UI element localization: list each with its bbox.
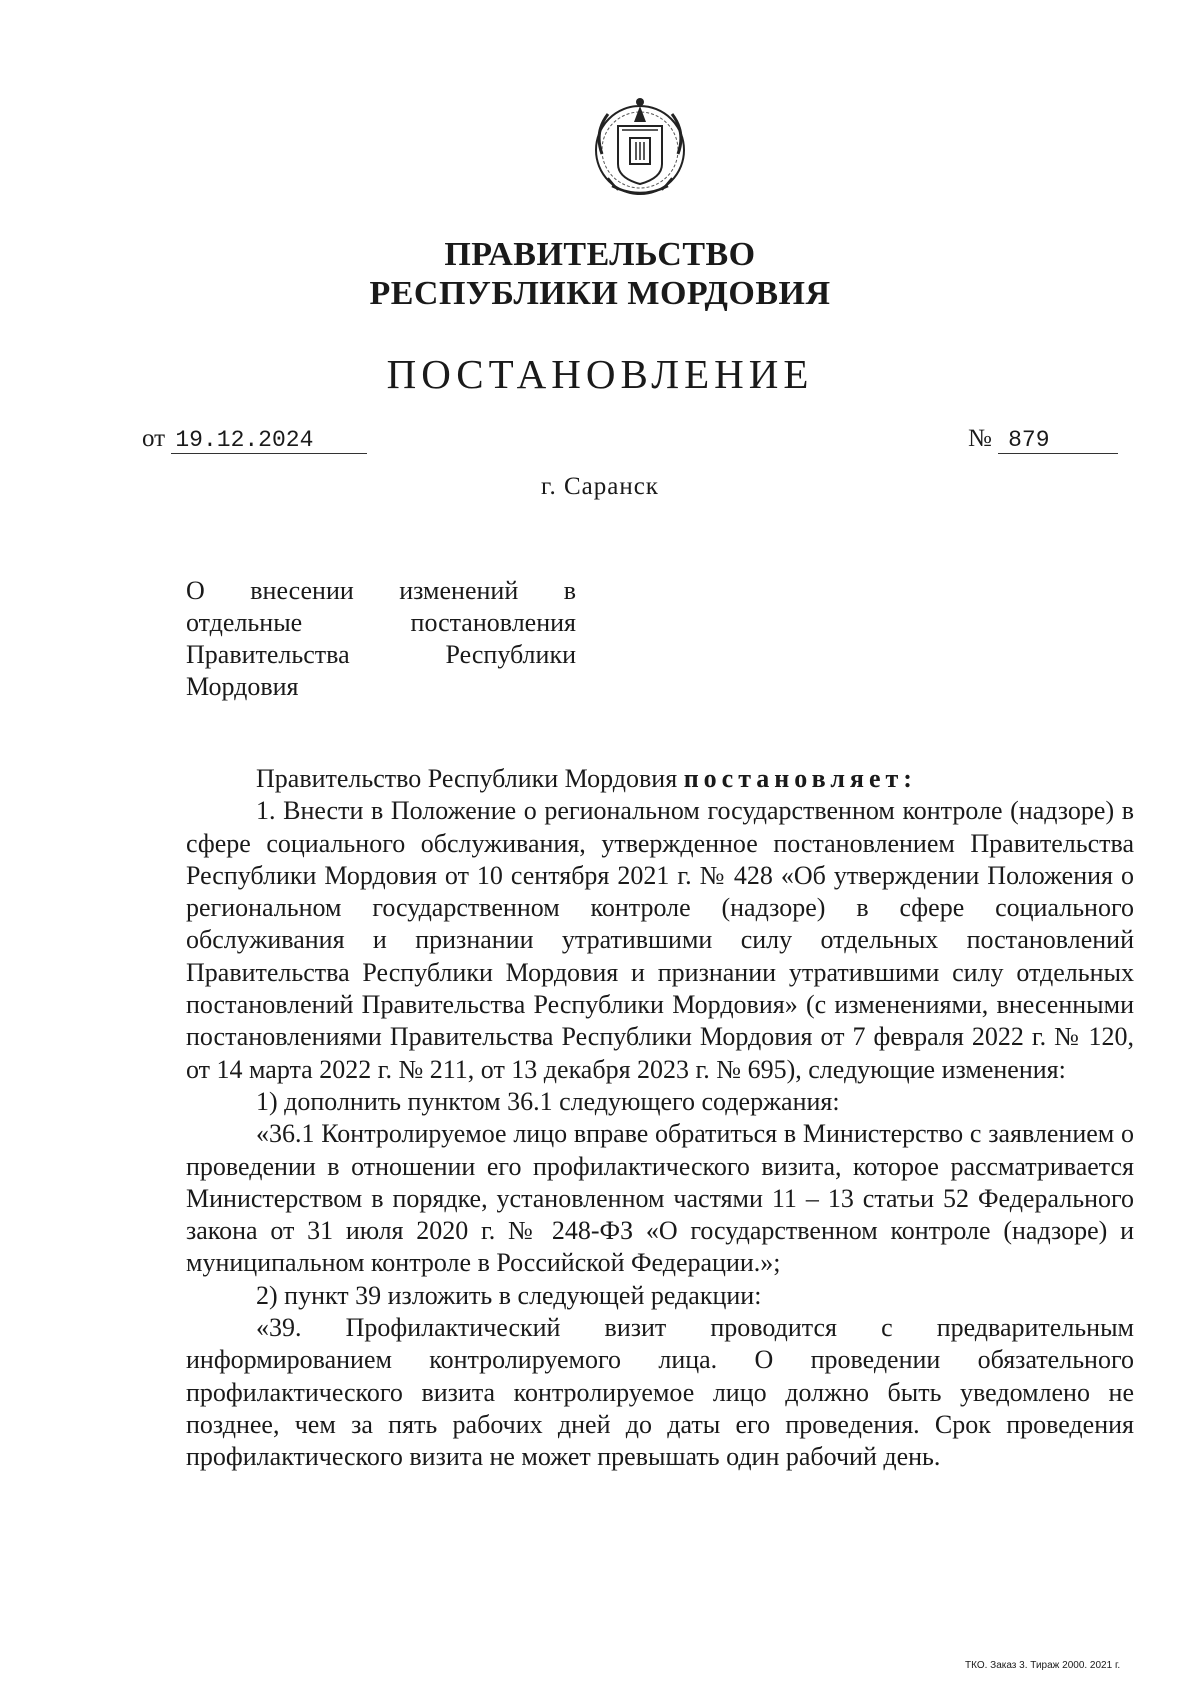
- document-body: [186, 763, 1134, 1474]
- document-subject: [186, 575, 576, 703]
- body-paragraph: «36.1 Контролируемое лицо вправе обратиться в Министерство с заявлением о проведении в отношении его профилактического визита, которое рассматривается Министерством в порядке, установленном частями 11 – 13 статьи 52 Федерального закона от 31 июля 2020 г. № 248-ФЗ «О государственном контроле (надзоре) и муниципальном контроле в Российской Федерации.»;: [186, 1119, 1134, 1278]
- intro-text: Правительство Республики Мордовия: [256, 764, 684, 793]
- coat-of-arms-emblem: [588, 92, 692, 204]
- body-paragraph: 2) пункт 39 изложить в следующей редакции:: [256, 1280, 762, 1310]
- resolution-intro: [186, 763, 1134, 795]
- body-paragraph: «39. Профилактический визит проводится с предварительным информированием контролируемого лица. О проведении обязательного профилактического визита контролируемое лицо должно быть уведомлено не позднее, чем за пять рабочих дней до даты его проведения. Срок проведения профилактического визита не может превышать один рабочий день.: [186, 1313, 1134, 1472]
- date-value: 19.12.2024: [171, 427, 367, 454]
- document-number: [968, 425, 1118, 454]
- subject-line: Правительства Республики: [186, 640, 576, 669]
- subject-line: отдельные постановления: [186, 608, 576, 637]
- subject-line: О внесении изменений в: [186, 576, 576, 605]
- print-info-footer: ТКО. Заказ 3. Тираж 2000. 2021 г.: [965, 1660, 1121, 1671]
- document-date: [142, 425, 367, 454]
- intro-resolves: постановляет:: [683, 764, 917, 793]
- document-type-title: ПОСТАНОВЛЕНИЕ: [386, 351, 814, 397]
- date-prefix: от: [142, 425, 166, 452]
- body-paragraph: 1. Внести в Положение о региональном государственном контроле (надзоре) в сфере социального обслуживания, утвержденное постановлением Правительства Республики Мордовия от 10 сентября 2021 г. № 428 «Об утверждении Положения о региональном государственном контроле (надзоре) в сфере социального обслуживания и признании утратившими силу отдельных постановлений Правительства Республики Мордовия и признании утратившими силу отдельных постановлений Правительства Республики Мордовия» (с изменениями, внесенными постановлениями Правительства Республики Мордовия от 7 февраля 2022 г. № 120, от 14 марта 2022 г. № 211, от 13 декабря 2023 г. № 695), следующие изменения:: [186, 796, 1134, 1084]
- body-paragraph: 1) дополнить пунктом 36.1 следующего содержания:: [256, 1086, 840, 1116]
- organization-name-line1: ПРАВИТЕЛЬСТВО: [444, 236, 756, 273]
- subject-line: Мордовия: [186, 672, 299, 701]
- number-value: 879: [998, 427, 1118, 454]
- organization-name-line2: РЕСПУБЛИКИ МОРДОВИЯ: [369, 275, 831, 312]
- city-name: г. Саранск: [541, 473, 659, 500]
- number-prefix: №: [968, 425, 992, 452]
